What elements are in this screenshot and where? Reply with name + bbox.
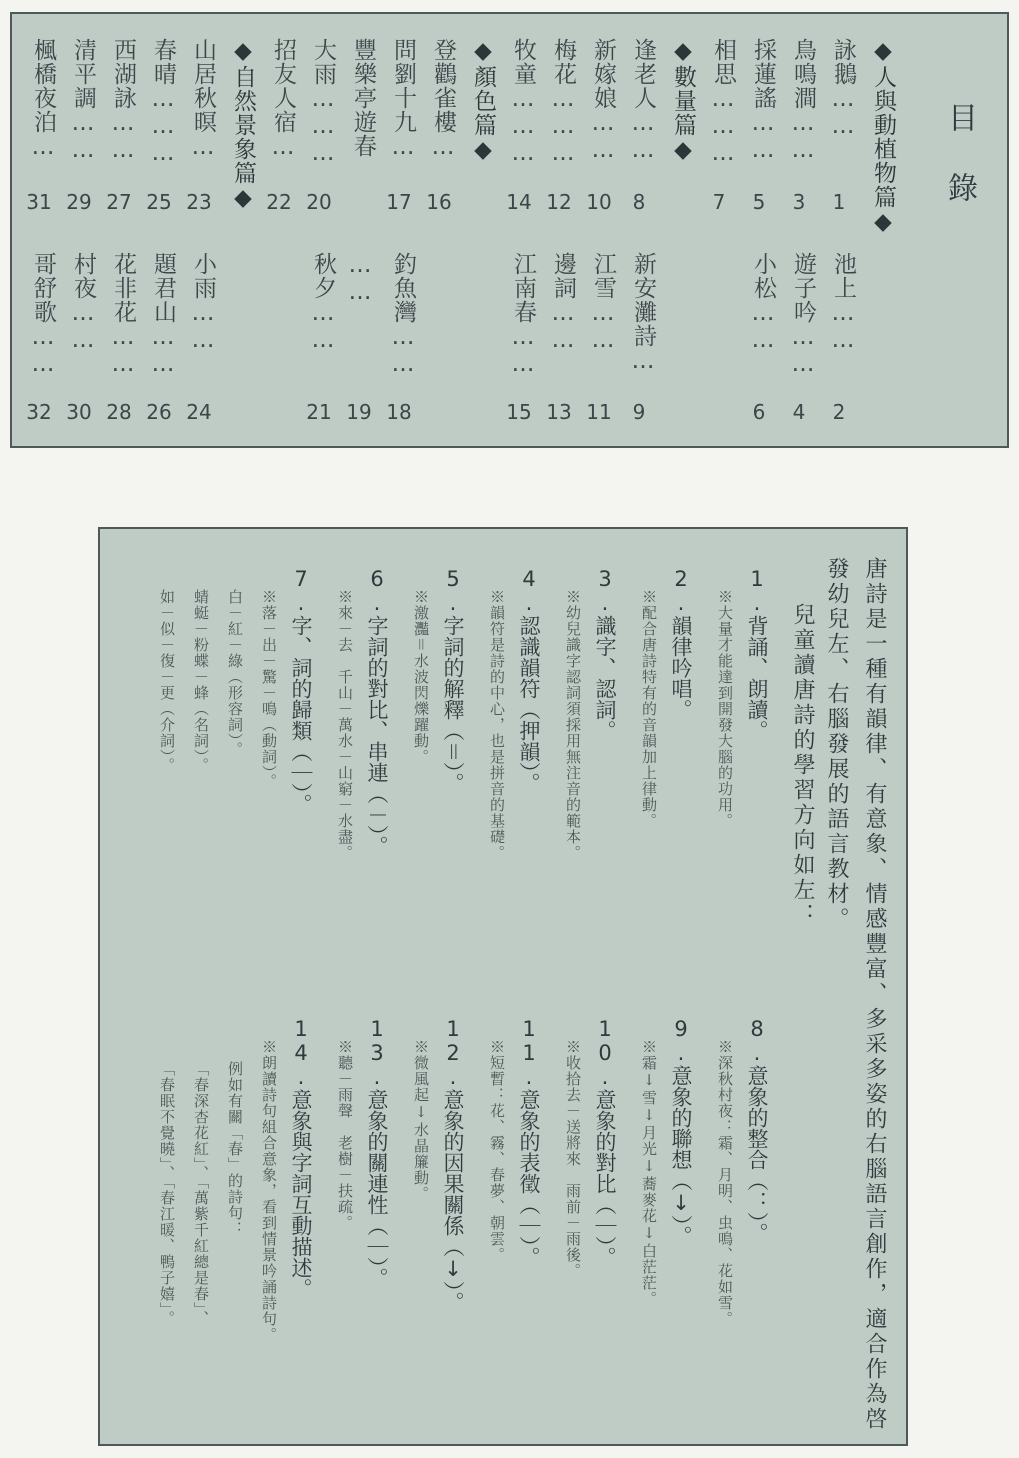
method-item-heading: 2.韻律吟唱。	[669, 567, 693, 720]
method-item-heading: 6.字詞的對比、串連（－）。	[365, 567, 389, 857]
toc-entry-title[interactable]: 秋夕……	[310, 252, 336, 354]
intro-line-2: 發幼兒左、右腦發展的語言教材。	[824, 557, 849, 932]
toc-column	[779, 14, 819, 446]
toc-entry-title[interactable]: 豐樂亭遊春	[350, 38, 376, 158]
method-item-note: ※大量才能達到開發大腦的功用。	[716, 589, 734, 829]
toc-page-number: 1	[832, 190, 846, 214]
toc-entry-title[interactable]: 逢老人……	[630, 38, 656, 164]
toc-entry-title[interactable]: 招友人宿…	[270, 38, 296, 161]
toc-entry-title[interactable]: 小松……	[750, 252, 776, 354]
intro-line-1: 唐詩是一種有韻律、有意象、情感豐富、多采多姿的右腦語言創作，適合作為啓	[862, 557, 887, 1432]
toc-column	[539, 14, 579, 446]
toc-column	[459, 14, 499, 446]
method-item-heading: 8.意象的整合（：）。	[745, 1017, 769, 1244]
toc-entry-title[interactable]: 鳥鳴澗……	[790, 38, 816, 164]
toc-page-number: 21	[306, 400, 332, 424]
toc-entry-title[interactable]: 山居秋暝…	[190, 38, 216, 161]
toc-page-number: 16	[426, 190, 452, 214]
toc-page-number: 12	[546, 190, 572, 214]
method-item-heading: 10.意象的對比（｜）。	[593, 1017, 617, 1268]
toc-entry-title[interactable]: 相思………	[710, 38, 736, 167]
toc-column	[179, 14, 219, 446]
toc-column	[299, 14, 339, 446]
toc-column	[139, 14, 179, 446]
toc-page-number: 22	[266, 190, 292, 214]
toc-page-number: 17	[386, 190, 412, 214]
toc-column	[379, 14, 419, 446]
method-item-note: 「春眠不覺曉」、「春江暖、鴨子嬉」。	[158, 1061, 176, 1327]
toc-page-number: 3	[792, 190, 806, 214]
method-item-heading: 3.識字、認詞。	[593, 567, 617, 741]
toc-column	[499, 14, 539, 446]
toc-column	[419, 14, 459, 446]
toc-section-header: ◆自然景象篇◆	[230, 38, 256, 212]
method-item-heading: 12.意象的因果關係（↓）。	[441, 1017, 465, 1313]
toc-page-number: 15	[506, 400, 532, 424]
toc-page-number: 25	[146, 190, 172, 214]
toc-column	[699, 14, 739, 446]
toc-page-number: 26	[146, 400, 172, 424]
toc-page-number: 4	[792, 400, 806, 424]
method-item-note: ※聽－雨聲 老樹－扶疏。	[336, 1039, 354, 1231]
toc-column	[219, 14, 259, 446]
method-item-heading: 13.意象的關連性（｜）。	[365, 1017, 389, 1289]
method-item-note: ※收拾去－送將來 雨前－雨後。	[564, 1039, 582, 1279]
toc-page-number: 31	[26, 190, 52, 214]
method-item-note: ※落－出－驚－鳴（動詞）。	[260, 589, 278, 790]
toc-entry-title[interactable]: 新嫁娘……	[590, 38, 616, 164]
toc-entry-title[interactable]: 題君山……	[150, 252, 176, 378]
toc-column	[579, 14, 619, 446]
toc-page-number: 2	[832, 400, 846, 424]
toc-page-number: 10	[586, 190, 612, 214]
method-item-note: ※朗讀詩句組合意象，看到情景吟誦詩句。	[260, 1039, 278, 1343]
method-item-heading: 1.背誦、朗讀。	[745, 567, 769, 741]
toc-column	[59, 14, 99, 446]
method-item-heading: 5.字詞的解釋（＝）。	[441, 567, 465, 794]
toc-entry-title[interactable]: 花非花……	[110, 252, 136, 378]
toc-entry-title[interactable]: ……	[347, 252, 373, 306]
toc-page-number: 5	[752, 190, 766, 214]
toc-column	[259, 14, 299, 446]
toc-entry-title[interactable]: 詠鵝……	[830, 38, 856, 140]
toc-entry-title[interactable]: 牧童………	[510, 38, 536, 167]
toc-section-header: ◆顏色篇◆	[470, 38, 496, 164]
toc-page-number: 23	[186, 190, 212, 214]
toc-page-number: 7	[712, 190, 726, 214]
toc-page-number: 19	[346, 400, 372, 424]
method-item-note: 例如有關「春」的詩句：	[226, 1061, 244, 1237]
method-item-heading: 9.意象的聯想（↓）。	[669, 1017, 693, 1247]
method-item-note: ※來－去 千山－萬水－山窮－水盡。	[336, 589, 354, 861]
toc-entry-title[interactable]: 池上……	[830, 252, 856, 354]
toc-column	[659, 14, 699, 446]
method-item-note: ※激灩＝水波閃爍躍動。	[412, 589, 430, 765]
toc-section-header: ◆數量篇◆	[670, 38, 696, 164]
toc-entry-title[interactable]: 村夜……	[70, 252, 96, 354]
toc-entry-title[interactable]: 邊詞……	[550, 252, 576, 354]
toc-entry-title[interactable]: 春晴………	[150, 38, 176, 167]
toc-page-number: 14	[506, 190, 532, 214]
toc-page-number: 32	[26, 400, 52, 424]
method-item-note: 「春深杏花紅」、「萬紫千紅總是春」、	[192, 1061, 210, 1327]
method-item-note: ※深秋村夜：霜、月明、虫鳴、花如雪。	[716, 1039, 734, 1327]
toc-column	[619, 14, 659, 446]
method-item-note: ※短暫：花、霧、春夢、朝雲。	[488, 1039, 506, 1263]
toc-entry-title[interactable]: 登鸛雀樓…	[430, 38, 456, 161]
toc-entry-title[interactable]: 問劉十九…	[390, 38, 416, 161]
toc-entry-title[interactable]: 西湖詠……	[110, 38, 136, 164]
toc-page-number: 13	[546, 400, 572, 424]
toc-page-number: 18	[386, 400, 412, 424]
toc-column	[99, 14, 139, 446]
toc-entry-title[interactable]: 清平調……	[70, 38, 96, 164]
toc-page-number: 27	[106, 190, 132, 214]
method-item-heading: 11.意象的表徵（｜）。	[517, 1017, 541, 1268]
toc-entry-title[interactable]: 大雨………	[310, 38, 336, 167]
toc-column	[819, 14, 859, 446]
method-item-note: ※配合唐詩特有的音韻加上律動。	[640, 589, 658, 829]
method-item-note: ※霜↓雪↓月光↓蕎麥花↓白茫茫。	[640, 1039, 658, 1307]
method-item-heading: 14.意象與字詞互動描述。	[289, 1017, 313, 1299]
toc-page-number: 6	[752, 400, 766, 424]
toc-entry-title[interactable]: 江南春……	[510, 252, 536, 378]
toc-page-number: 8	[632, 190, 646, 214]
toc-page-number: 28	[106, 400, 132, 424]
toc-entry-title[interactable]: 新安灘詩…	[630, 252, 656, 375]
intro-line-3: 兒童讀唐詩的學習方向如左：	[790, 603, 815, 928]
toc-entry-title[interactable]: 採蓮謠……	[750, 38, 776, 164]
method-item-note: 白－紅－綠（形容詞）。	[226, 589, 244, 758]
toc-page-number: 11	[586, 400, 612, 424]
toc-page-number: 9	[632, 400, 646, 424]
toc-section-header: ◆人與動植物篇◆	[870, 38, 896, 236]
method-item-note: ※幼兒識字認詞須採用無注音的範本。	[564, 589, 582, 861]
toc-title: 目錄	[942, 102, 977, 242]
toc-page-number: 20	[306, 190, 332, 214]
method-item-note: 如－似－復－更（介詞）。	[158, 589, 176, 774]
method-item-note: 蜻蜓－粉蝶－蜂（名詞）。	[192, 589, 210, 774]
toc-panel	[10, 12, 1009, 448]
toc-entry-title[interactable]: 釣魚灣……	[390, 252, 416, 378]
toc-entry-title[interactable]: 小雨……	[190, 252, 216, 354]
toc-page-number: 30	[66, 400, 92, 424]
toc-entry-title[interactable]: 江雪……	[590, 252, 616, 354]
toc-column	[739, 14, 779, 446]
method-item-heading: 7.字、詞的歸類（｜）。	[289, 567, 313, 815]
method-panel	[98, 527, 908, 1446]
toc-column	[859, 14, 899, 446]
toc-column	[19, 14, 59, 446]
method-item-note: ※韻符是詩的中心，也是拼音的基礎。	[488, 589, 506, 861]
toc-entry-title[interactable]: 哥舒歌……	[30, 252, 56, 378]
toc-page-number: 24	[186, 400, 212, 424]
toc-entry-title[interactable]: 楓橋夜泊…	[30, 38, 56, 161]
method-item-note: ※微風起↓水晶簾動。	[412, 1039, 430, 1202]
toc-entry-title[interactable]: 遊子吟……	[790, 252, 816, 378]
toc-page-number: 29	[66, 190, 92, 214]
toc-column	[339, 14, 379, 446]
toc-entry-title[interactable]: 梅花………	[550, 38, 576, 167]
method-item-heading: 4.認識韻符（押韻）。	[517, 567, 541, 794]
